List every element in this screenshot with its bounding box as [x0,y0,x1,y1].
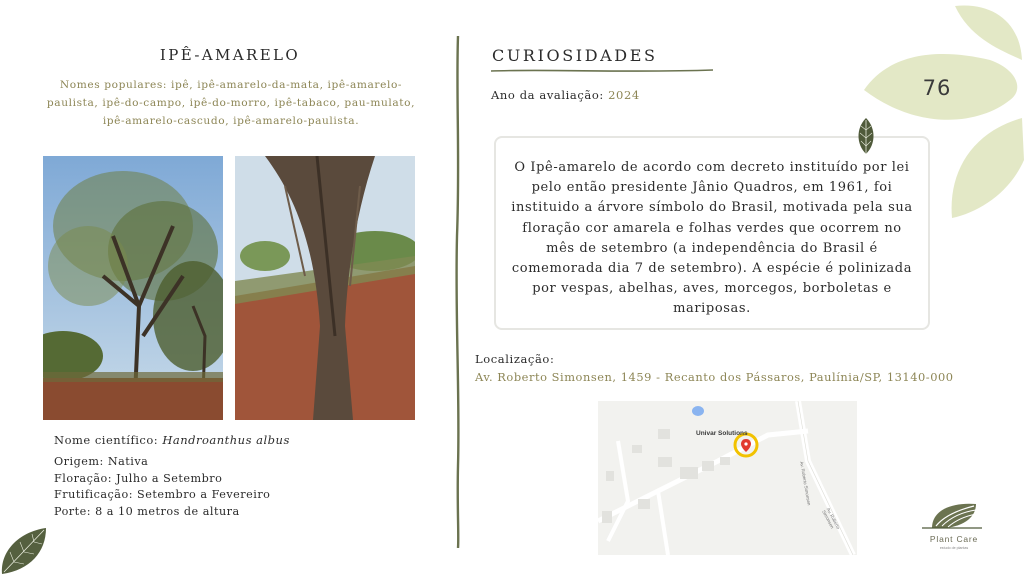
leaf-icon [0,526,48,576]
map-place-label: Univar Solutions [696,430,748,437]
fact-fruiting: Frutificação: Setembro a Fevereiro [54,488,271,501]
page-number: 76 [922,76,952,100]
evaluation-label: Ano da avaliação: [491,88,609,102]
evaluation-year [491,88,640,102]
plant-care-logo [918,500,994,560]
location-address[interactable]: Av. Roberto Simonsen, 1459 - Recanto dos Pássaros, Paulínia/SP, 13140-000 [475,370,954,384]
location-label: Localização: [475,352,555,366]
logo-name: Plant Care [929,534,979,544]
logo-tagline: estudo de plantas [939,546,969,550]
map-road-label: Av. Roberto Simonsen [821,507,841,530]
column-divider [452,36,464,548]
location-map[interactable] [598,401,857,555]
trunk-photo [235,156,415,420]
fact-flowering: Floração: Julho a Setembro [54,471,223,485]
fact-size: Porte: 8 a 10 metros de altura [54,504,240,518]
curiosities-underline [491,68,713,74]
logo-mark-icon [918,500,990,532]
curiosities-title: CURIOSIDADES [492,46,658,65]
scientific-name-value: Handroanthus albus [162,433,290,447]
decorative-leaves [860,0,1024,224]
species-facts [54,454,270,520]
map-road-label: Av. Roberto Simonsen [799,461,812,506]
scientific-name-label: Nome científico: [54,433,163,447]
fact-origin: Origem: Nativa [54,455,149,468]
scientific-name [54,433,290,447]
evaluation-value: 2024 [608,88,640,102]
species-title: IPÊ-AMARELO [159,46,301,64]
popular-names: Nomes populares: ipê, ipê-amarelo-da-mata, ipê-amarelo-paulista, ipê-do-campo, ipê-do-morro, ipê-tabaco, pau-mulato, ipê-amarelo-cascudo, ipê-amarelo-paulista. [46,79,416,127]
tree-photo [43,156,223,420]
curiosity-text: O Ipê-amarelo de acordo com decreto instituído por lei pelo então presidente Jânio Quadros, em 1961, foi instituido a árvore símbolo do Brasil, motivada pela sua floração cor amarela e folhas verdes que ocorrem no mês de setembro (a independência do Brasil é comemorada dia 7 de setembro). A espécie é polinizada por vespas, abelhas, aves, morcegos, borboletas e mariposas. [511,160,913,317]
